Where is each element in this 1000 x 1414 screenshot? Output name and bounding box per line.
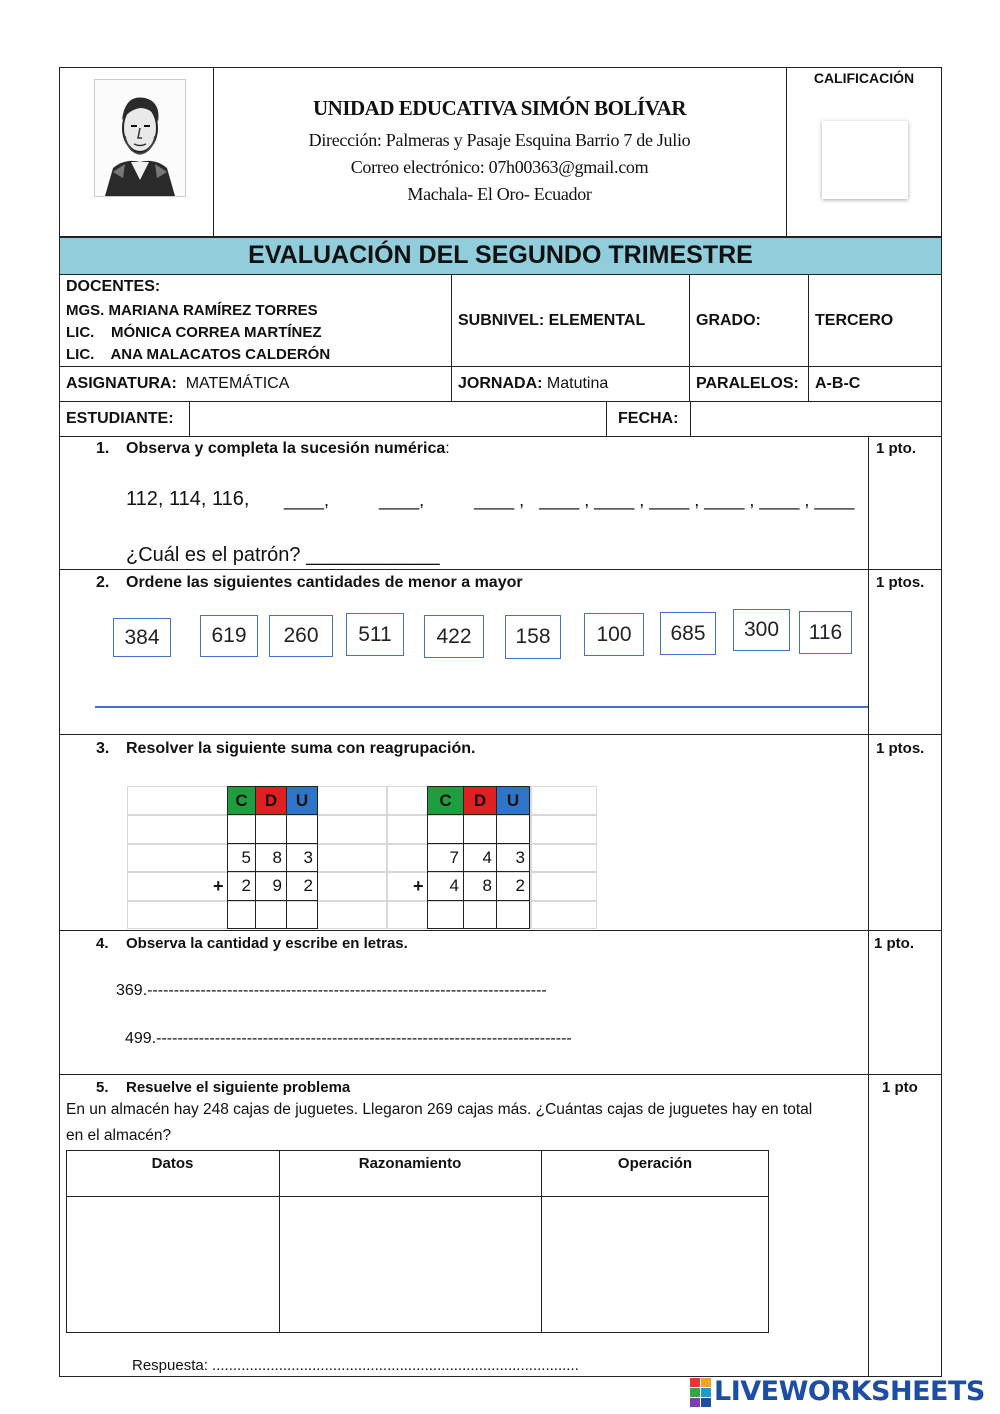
- jornada-label: JORNADA:: [458, 375, 543, 392]
- teachers-label: DOCENTES:: [66, 278, 161, 295]
- q3-points: 1 ptos.: [876, 740, 925, 757]
- number-card[interactable]: 422: [424, 615, 484, 658]
- q5-col-razonamiento: Razonamiento: [358, 1155, 462, 1172]
- sum2-digit: 8: [463, 871, 497, 901]
- sum1-digit: 9: [255, 871, 287, 901]
- number-card[interactable]: 100: [584, 613, 644, 656]
- sum2-digit: 7: [427, 843, 464, 872]
- school-city: Machala- El Oro- Ecuador: [407, 184, 592, 204]
- q5-datos-cell[interactable]: [67, 1197, 278, 1332]
- sum1-digit: 8: [255, 843, 287, 872]
- teacher-1: MGS. MARIANA RAMÍREZ TORRES: [66, 302, 318, 319]
- sum1-carry-c[interactable]: [227, 814, 256, 844]
- q5-col-operacion: Operación: [617, 1155, 693, 1172]
- q3-number: 3.: [96, 740, 110, 757]
- q3-title: Resolver la siguiente suma con reagrupación.: [126, 740, 476, 757]
- q2-points: 1 ptos.: [876, 574, 925, 591]
- q2-title: Ordene las siguientes cantidades de menor a mayor: [126, 574, 523, 591]
- sum1-carry-d[interactable]: [255, 814, 287, 844]
- number-card[interactable]: 619: [200, 615, 258, 657]
- sum2-result-u[interactable]: [496, 900, 530, 929]
- number-card[interactable]: 511: [346, 613, 404, 656]
- q1-points: 1 pto.: [876, 440, 916, 457]
- asignatura: [66, 375, 289, 393]
- asignatura-label: ASIGNATURA:: [66, 375, 177, 392]
- sum1-digit: 2: [227, 871, 256, 901]
- teacher-3: LIC. ANA MALACATOS CALDERÓN: [66, 346, 331, 363]
- q2-answer-line[interactable]: [95, 706, 868, 708]
- grado-value: TERCERO: [815, 312, 894, 329]
- school-name: UNIDAD EDUCATIVA SIMÓN BOLÍVAR: [313, 96, 686, 120]
- sum2-digit: 4: [463, 843, 497, 872]
- sum2-carry-d[interactable]: [463, 814, 497, 844]
- sum2-digit: 4: [427, 871, 464, 901]
- sum1-header-d: D: [255, 786, 287, 815]
- q5-title: Resuelve el siguiente problema: [126, 1079, 351, 1096]
- sum1-header-c: C: [227, 786, 256, 815]
- liveworksheets-text: LIVEWORKSHEETS: [714, 1376, 985, 1407]
- q1-number: 1.: [96, 440, 110, 457]
- sum2-header-u: U: [496, 786, 530, 815]
- q4-title: Observa la cantidad y escribe en letras.: [126, 935, 408, 952]
- number-card[interactable]: 685: [660, 612, 716, 655]
- q1-pattern-question[interactable]: ¿Cuál es el patrón? ____________: [126, 544, 440, 566]
- q4-line-499[interactable]: 499.------------------------------------------------------------------------------: [125, 1030, 572, 1047]
- sum2-result-d[interactable]: [463, 900, 497, 929]
- q5-problem-line-1: En un almacén hay 248 cajas de juguetes. Llegaron 269 cajas más. ¿Cuántas cajas de juguetes hay en total: [66, 1101, 813, 1118]
- q5-points: 1 pto: [882, 1079, 918, 1096]
- q5-problem-line-2: en el almacén?: [66, 1127, 172, 1144]
- q1-sequence-blanks[interactable]: ____, ____, ____ , ____ , ____ , ____ , ____ , ____ , ____: [284, 490, 855, 510]
- paralelos-value: A-B-C: [815, 375, 861, 392]
- q5-razonamiento-cell[interactable]: [280, 1197, 540, 1332]
- number-card[interactable]: 116: [799, 611, 852, 654]
- exam-title: EVALUACIÓN DEL SEGUNDO TRIMESTRE: [248, 241, 753, 269]
- jornada-value: Matutina: [546, 375, 609, 392]
- sum1-digit: 3: [286, 843, 318, 872]
- q5-operacion-cell[interactable]: [542, 1197, 768, 1332]
- sum1-result-c[interactable]: [227, 900, 256, 929]
- q2-number: 2.: [96, 574, 110, 591]
- q1-sequence-start: 112, 114, 116,: [126, 488, 250, 510]
- q1-title: Observa y completa la sucesión numérica:: [126, 440, 450, 457]
- number-card[interactable]: 300: [733, 609, 790, 651]
- sum1-result-d[interactable]: [255, 900, 287, 929]
- sum2-plus-sign: +: [413, 876, 424, 896]
- q5-col-datos: Datos: [151, 1155, 194, 1172]
- sum1-digit: 5: [227, 843, 256, 872]
- subnivel: SUBNIVEL: ELEMENTAL: [458, 312, 646, 329]
- liveworksheets-logo: [690, 1376, 990, 1410]
- q4-line-369[interactable]: 369.---------------------------------------------------------------------------: [116, 982, 547, 999]
- fecha-input[interactable]: [694, 404, 938, 434]
- estudiante-label: ESTUDIANTE:: [66, 410, 174, 427]
- header-block: [59, 67, 942, 237]
- number-card[interactable]: 384: [113, 618, 171, 657]
- number-card[interactable]: 260: [269, 615, 333, 657]
- sum2-header-d: D: [463, 786, 497, 815]
- sum2-result-c[interactable]: [427, 900, 464, 929]
- sum1-result-u[interactable]: [286, 900, 318, 929]
- teacher-2: LIC. MÓNICA CORREA MARTÍNEZ: [66, 324, 322, 341]
- estudiante-input[interactable]: [192, 404, 602, 434]
- q5-number: 5.: [96, 1079, 109, 1096]
- sum2-digit: 2: [496, 871, 530, 901]
- grade-label: CALIFICACIÓN: [813, 70, 915, 86]
- sum1-carry-u[interactable]: [286, 814, 318, 844]
- q4-points: 1 pto.: [874, 935, 914, 952]
- sum2-digit: 3: [496, 843, 530, 872]
- q4-number: 4.: [96, 935, 109, 952]
- sum1-digit: 2: [286, 871, 318, 901]
- school-email: Correo electrónico: 07h00363@gmail.com: [350, 157, 649, 177]
- asignatura-value: MATEMÁTICA: [185, 375, 290, 392]
- q5-answer-line[interactable]: Respuesta: ........................................................................................: [132, 1357, 579, 1374]
- sum2-carry-u[interactable]: [496, 814, 530, 844]
- fecha-label: FECHA:: [618, 410, 679, 427]
- liveworksheets-mark-icon: [690, 1378, 712, 1408]
- grade-input-box[interactable]: [822, 121, 908, 199]
- sum2-carry-c[interactable]: [427, 814, 464, 844]
- number-card[interactable]: 158: [505, 615, 561, 659]
- grado-label: GRADO:: [696, 312, 761, 329]
- sum2-header-c: C: [427, 786, 464, 815]
- paralelos-label: PARALELOS:: [696, 375, 799, 392]
- sum1-plus-sign: +: [213, 876, 224, 896]
- jornada: [458, 375, 608, 393]
- school-address: Dirección: Palmeras y Pasaje Esquina Barrio 7 de Julio: [308, 130, 691, 150]
- simon-bolivar-portrait-logo: [94, 79, 186, 197]
- sum1-header-u: U: [286, 786, 318, 815]
